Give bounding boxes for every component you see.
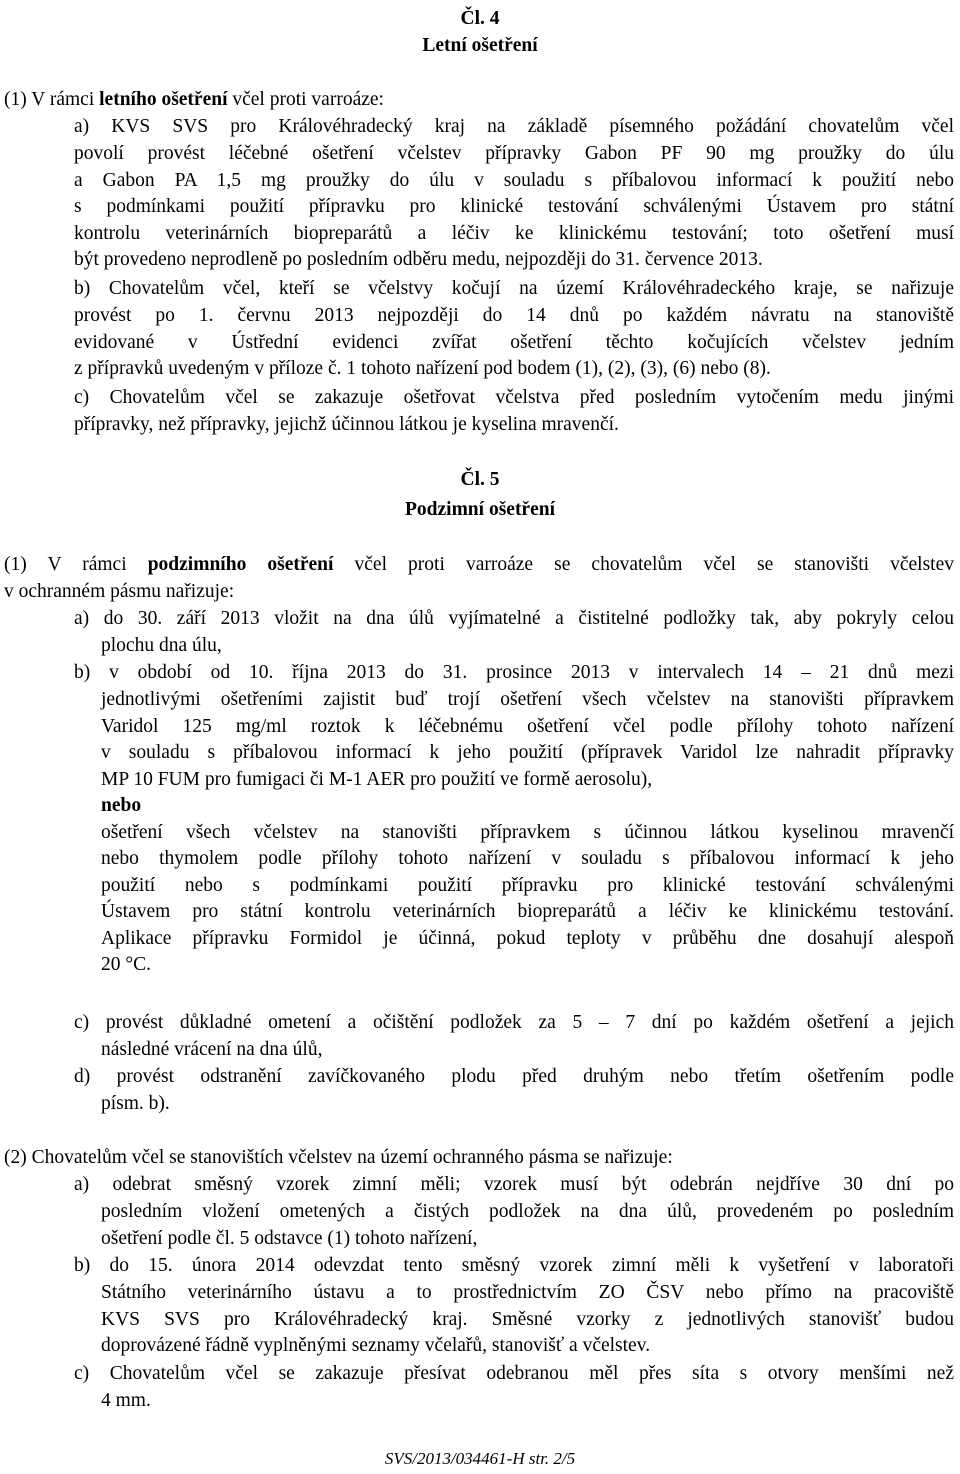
art5-p2-item-a: [74, 1172, 954, 1199]
art5-paragraph-1-intro: [4, 552, 954, 605]
art5-p2-a-line: a) odebrat směsný vzorek zimní měli; vzorek musí být odebrán nejdříve 30 dní po: [74, 1174, 954, 1195]
art5-p2-item-b: [74, 1253, 954, 1280]
art5-a-line: a) do 30. září 2013 vložit na dna úlů vyjímatelné a čistitelné podložky tak, aby pokryly celou: [74, 608, 954, 629]
art4-a-line: kontrolu veterinárních biopreparátů a léčiv ke klinickému testování; toto ošetření musí: [74, 222, 954, 244]
art4-a-line: být provedeno neprodleně po posledním odběru medu, nejpozději do 31. července 2013.: [74, 249, 763, 270]
article-5-number: Čl. 5: [460, 469, 500, 490]
art4-p1-bold: letního ošetření: [99, 89, 228, 110]
art5-p2-a-line: posledním vložení ometených a čistých podložek na dna úlů, provedeném po posledním: [101, 1201, 954, 1222]
art5-b2-line: nebo thymolem podle přílohy tohoto nařízení v souladu s příbalovou informací k jeho: [101, 848, 954, 869]
art4-paragraph-1-intro: [4, 87, 954, 114]
art5-p2-c-line: c) Chovatelům včel se zakazuje přesívat odebranou měl přes síta s otvory menšími než: [74, 1363, 954, 1384]
art5-p1-line2: v ochranném pásmu nařizuje:: [4, 580, 235, 602]
art5-item-b-body: [101, 687, 954, 979]
art5-p2-b-line: Státního veterinárního ústavu a to prostřednictvím ZO ČSV nebo přímo na pracoviště: [101, 1282, 954, 1303]
art4-p1-prefix: (1) V rámci: [4, 89, 100, 110]
art4-a-line: s podmínkami použití přípravku pro klinické testování schválenými Ústavem pro státní: [74, 196, 954, 217]
art5-p1-line1: [4, 552, 954, 579]
art5-p2-item-b-body: [101, 1280, 954, 1360]
art4-c-line: c) Chovatelům včel se zakazuje ošetřovat včelstva před posledním vytočením medu jinými: [74, 387, 954, 408]
art4-item-b: [74, 276, 954, 303]
art5-p1-prefix: (1) V rámci: [4, 554, 148, 575]
art4-b-line: z přípravků uvedeným v příloze č. 1 tohoto nařízení pod bodem (1), (2), (3), (6) nebo (8).: [74, 358, 771, 379]
art5-d-line: písm. b).: [101, 1093, 170, 1114]
art5-b-or: nebo: [101, 795, 142, 816]
art5-p2-c-line: 4 mm.: [101, 1390, 151, 1411]
art4-a-line: a) KVS SVS pro Královéhradecký kraj na základě písemného požádání chovatelům včel: [74, 116, 954, 137]
art5-p2-b-line: doprovázené řádně vyplněnými seznamy včelařů, stanovišť a včelstev.: [101, 1335, 651, 1356]
art5-c-line: následné vrácení na dna úlů,: [101, 1039, 323, 1060]
art4-item-b-body: [74, 303, 954, 383]
page-footer: SVS/2013/034461-H str. 2/5: [384, 1449, 576, 1468]
art4-a-line: povolí provést léčebné ošetření včelstev přípravky Gabon PF 90 mg proužky do úlu: [74, 143, 954, 164]
art5-b2-line: Aplikace přípravku Formidol je účinná, pokud teploty v průběhu dne dosahují alespoň: [101, 927, 954, 949]
art4-item-a-body: [74, 141, 954, 274]
art5-item-c-body: [101, 1037, 954, 1064]
art5-item-d-body: [101, 1091, 954, 1118]
art5-c-line: c) provést důkladné ometení a očištění podložek za 5 – 7 dní po každém ošetření a jejich: [74, 1012, 954, 1033]
art5-p2-item-c-body: [101, 1388, 954, 1415]
art4-p1-suffix: včel proti varroáze:: [227, 89, 384, 110]
art5-b-line: Varidol 125 mg/ml roztok k léčebnému ošetření včel podle přílohy tohoto nařízení: [101, 715, 954, 737]
article-4-number: Čl. 4: [460, 8, 500, 29]
article-4-title: Letní ošetření: [422, 35, 538, 56]
art5-p2-a-line: ošetření podle čl. 5 odstavce (1) tohoto nařízení,: [101, 1227, 478, 1249]
art5-item-a: [74, 606, 954, 633]
art5-p2-item-c: [74, 1361, 954, 1388]
art5-item-c: [74, 1010, 954, 1037]
art4-item-a: [74, 114, 954, 141]
art5-b-line: jednotlivými ošetřeními zajistit buď trojí ošetření všech včelstev na stanovišti přípravkem: [101, 689, 954, 710]
art4-item-c: [74, 385, 954, 438]
art5-b2-line: Ústavem pro státní kontrolu veterinárních biopreparátů a léčiv ke klinickému testování.: [101, 901, 954, 922]
art5-item-d: [74, 1064, 954, 1091]
art5-d-line: d) provést odstranění zavíčkovaného plodu před druhým nebo třetím ošetřením podle: [74, 1066, 954, 1087]
art5-b2-line: použití nebo s podmínkami použití přípravku pro klinické testování schválenými: [101, 874, 954, 896]
art4-b-line: evidované v Ústřední evidenci zvířat ošetření těchto kočujících včelstev jedním: [74, 331, 954, 353]
art5-p1-suffix: včel proti varroáze se chovatelům včel se stanovišti včelstev: [333, 554, 954, 575]
art5-b-line: v souladu s příbalovou informací k jeho použití (přípravek Varidol lze nahradit přípravky: [101, 742, 954, 763]
art5-b2-line: 20 °C.: [101, 954, 152, 975]
art4-b-line: provést po 1. červnu 2013 nejpozději do 14 dnů po každém návratu na stanoviště: [74, 305, 954, 326]
art5-paragraph-2-intro: (2) Chovatelům včel se stanovištích včelstev na území ochranného pásma se nařizuje:: [4, 1147, 673, 1168]
art5-b2-line: ošetření všech včelstev na stanovišti přípravkem s účinnou látkou kyselinou mravenčí: [101, 821, 954, 843]
article-5-title: Podzimní ošetření: [404, 499, 556, 520]
art5-item-a-body: [101, 633, 954, 660]
art5-p2-b-line: b) do 15. února 2014 odevzdat tento směsný vzorek zimní měli k vyšetření v laboratoři: [74, 1255, 954, 1276]
art5-p1-bold: podzimního ošetření: [147, 554, 334, 575]
art5-a-line: plochu dna úlu,: [101, 635, 222, 656]
art5-item-b: [74, 660, 954, 687]
art5-b-line: b) v období od 10. října 2013 do 31. prosince 2013 v intervalech 14 – 21 dnů mezi: [74, 662, 954, 683]
art4-c-line: přípravky, než přípravky, jejichž účinnou látkou je kyselina mravenčí.: [74, 413, 619, 435]
art5-b-line: MP 10 FUM pro fumigaci či M-1 AER pro použití ve formě aerosolu),: [101, 768, 653, 790]
art4-b-line: b) Chovatelům včel, kteří se včelstvy kočují na území Královéhradeckého kraje, se nařizuje: [74, 278, 954, 299]
art5-p2-b-line: KVS SVS pro Královéhradecký kraj. Směsné vzorky z jednotlivých stanovišť budou: [101, 1308, 954, 1330]
art5-p2-item-a-body: [101, 1199, 954, 1252]
art4-a-line: a Gabon PA 1,5 mg proužky do úlu v souladu s příbalovou informací k použití nebo: [74, 169, 954, 191]
